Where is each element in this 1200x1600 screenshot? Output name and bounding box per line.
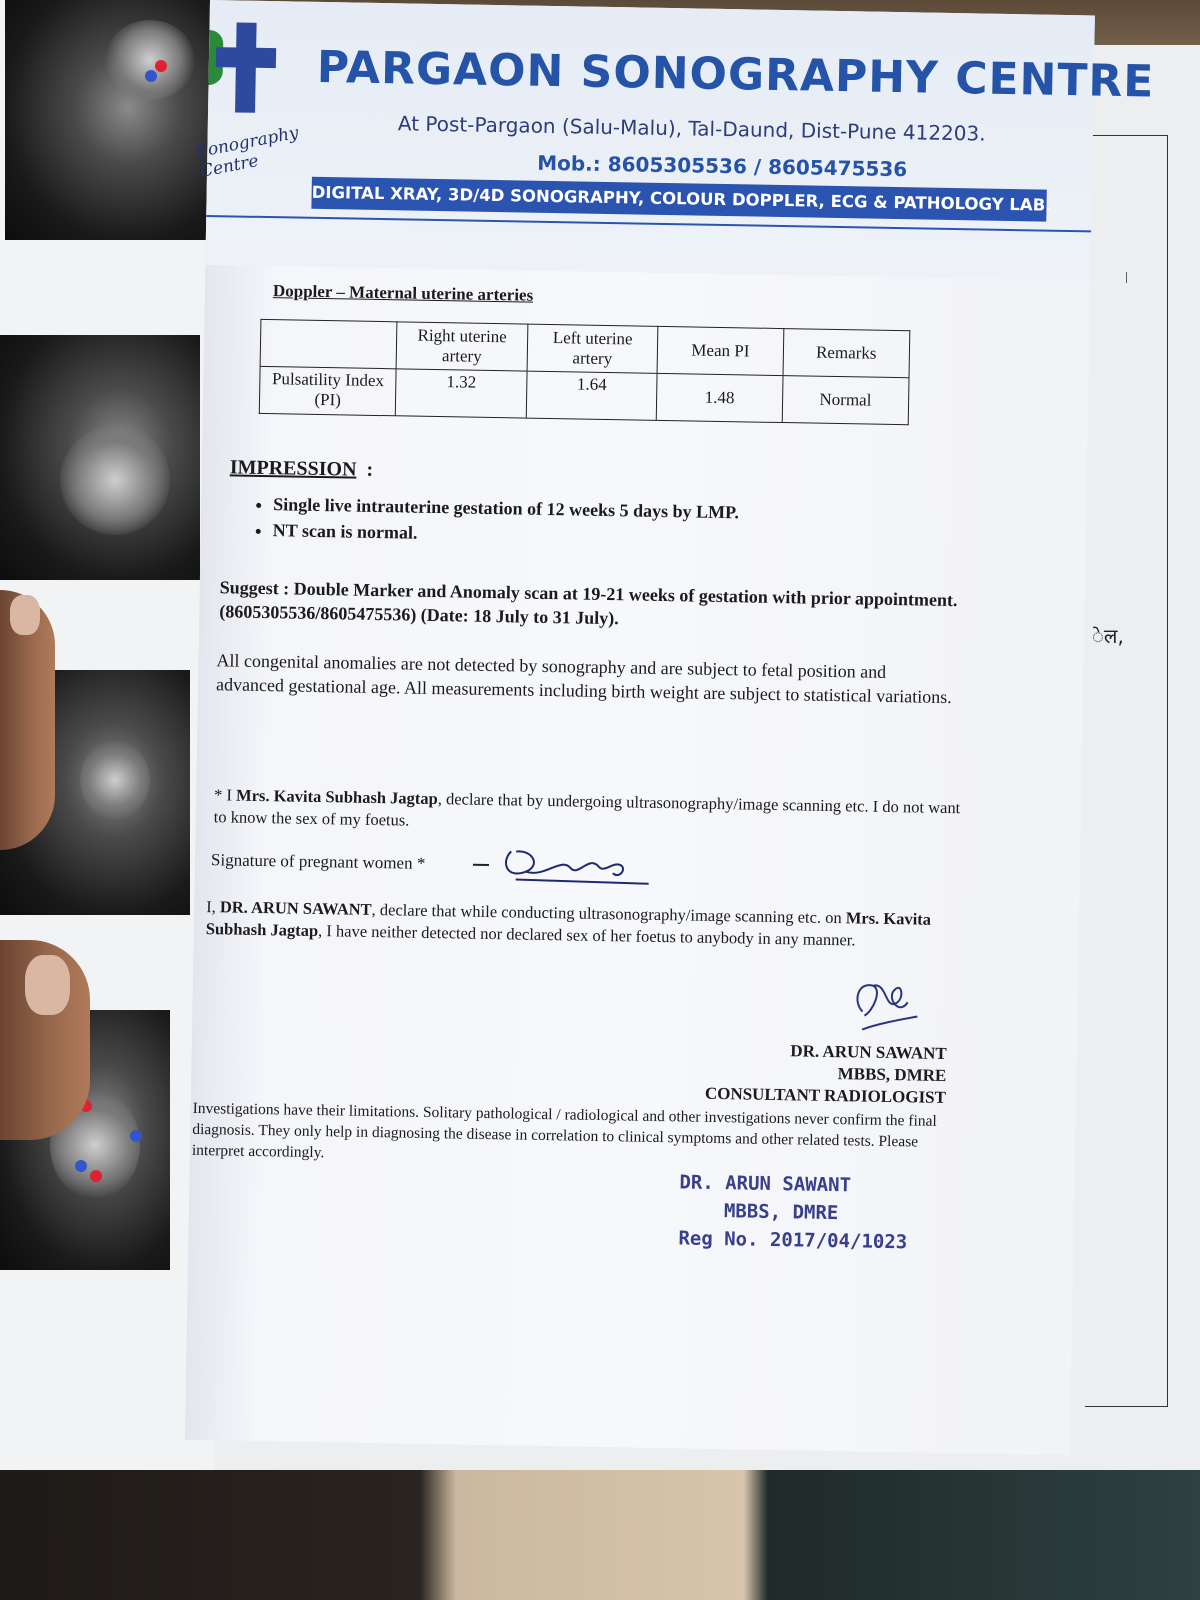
logo-text: Sonography Centre (194, 122, 301, 182)
letterhead (194, 0, 1155, 280)
ultrasound-thumbnail (0, 335, 200, 580)
doctor-signature (842, 971, 923, 1042)
suggestion: Suggest : Double Marker and Anomaly scan at 19-21 weeks of gestation with prior appointment. (8605305536/8605475536) (Date: 18 July to 31 July). (219, 577, 958, 629)
declaration-suffix: , I have neither detected nor declared sex of her foetus to anybody in any manner. (317, 921, 856, 950)
right-pi: 1.32 (396, 369, 527, 418)
declaration-text: , declare that by undergoing ultrasonography/image scanning etc. I do not want to know the sex of my foetus. (213, 789, 961, 830)
centre-name: PARGAON SONOGRAPHY CENTRE (316, 41, 1155, 108)
table-header-left: Left uterine artery (527, 324, 658, 373)
doctor-name: DR. ARUN SAWANT (219, 897, 372, 919)
impression-label: IMPRESSION (229, 456, 357, 481)
patient-name: Mrs. Kavita Subhash Jagtap (235, 785, 438, 809)
doctor-declaration (206, 896, 967, 953)
table-header-blank (260, 319, 397, 368)
table-header-mean: Mean PI (657, 326, 783, 375)
list-item: • NT scan is normal. (273, 517, 739, 551)
centre-mobile: Mob.: 8605305536 / 8605475536 (537, 150, 908, 182)
table-header-right: Right uterine artery (396, 322, 527, 371)
list-item: • Single live intrauterine gestation of 12 weeks 5 days by LMP. (273, 491, 739, 525)
signatory-role: CONSULTANT RADIOLOGIST (704, 1083, 947, 1108)
limitations-note: Investigations have their limitations. Solitary pathological / radiological and other investigations never confirm the final diagnosis. They only help in diagnosing the disease in correlation to clinical symptoms and other related tests. Please interpret accordingly. (191, 1099, 937, 1162)
disclaimer: All congenital anomalies are not detected by sonography and are subject to fetal position and advanced gestational age. All measurements including birth weight are subject to statistical variations. (215, 650, 952, 708)
impression-colon: : (366, 458, 374, 481)
ultrasound-thumbnail (5, 0, 210, 240)
table-header-remarks: Remarks (783, 329, 910, 378)
margin-mark: ǀ (1125, 270, 1129, 287)
finger-nail (10, 595, 40, 635)
doppler-title: Doppler – Maternal uterine arteries (272, 281, 534, 305)
report-page (185, 0, 1155, 1455)
signatory-name: DR. ARUN SAWANT (790, 1041, 947, 1064)
patient-declaration (214, 784, 975, 841)
patient-signature (471, 841, 652, 889)
row-label: Pulsatility Index (PI) (259, 366, 396, 415)
impression-heading (230, 456, 374, 481)
back-sheet-frame (1085, 135, 1168, 1407)
declaration-prefix: I, (206, 897, 221, 917)
declaration-prefix: * I (213, 785, 237, 805)
stamp-degree: MBBS, DMRE (723, 1200, 839, 1225)
medical-cross-icon (220, 22, 272, 113)
doppler-table (259, 319, 911, 425)
table-row (259, 366, 909, 424)
mean-pi: 1.48 (657, 373, 783, 422)
margin-text: ेल, (1092, 624, 1124, 648)
finger-nail (25, 955, 70, 1015)
signatory-block (671, 1038, 947, 1109)
patient-name: Mrs. Kavita Subhash Jagtap (205, 908, 932, 941)
doctor-stamp (678, 1168, 949, 1257)
centre-address: At Post-Pargaon (Salu-Malu), Tal-Daund, Dist-Pune 412203. (397, 111, 986, 146)
declaration-middle: , declare that while conducting ultrasonography/image scanning etc. on (371, 899, 846, 928)
remarks: Normal (782, 376, 909, 425)
signatory-degree: MBBS, DMRE (837, 1064, 947, 1086)
stamp-reg: Reg No. 2017/04/1023 (678, 1227, 908, 1254)
signature-label: Signature of pregnant women * (210, 850, 426, 873)
background-bottom (0, 1470, 1200, 1600)
impression-list (241, 491, 740, 552)
left-pi: 1.64 (526, 371, 657, 420)
services-band: DIGITAL XRAY, 3D/4D SONOGRAPHY, COLOUR DOPPLER, ECG & PATHOLOGY LAB. (311, 177, 1046, 222)
stamp-name: DR. ARUN SAWANT (679, 1171, 852, 1197)
